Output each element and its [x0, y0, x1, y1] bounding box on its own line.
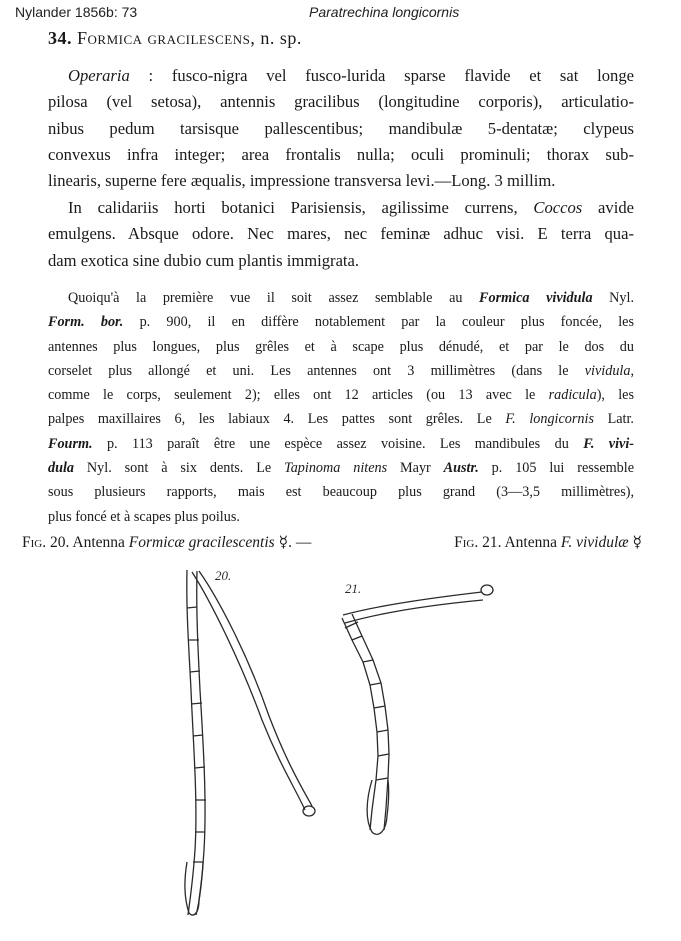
taxon-ref: Tapinoma nitens — [284, 460, 388, 477]
fig20-number: 20. — [215, 568, 232, 583]
taxon-ref: dula — [48, 460, 75, 477]
genus-name: Formica — [77, 28, 143, 48]
latin-line: emulgens. Absque odore. Nec mares, nec feminæ adhuc visi. E terra qua- — [48, 224, 634, 244]
fig21-funiculus — [342, 614, 389, 830]
caption-text: ☿ — [628, 534, 642, 551]
taxon-ref: radicula — [548, 387, 597, 404]
french-text: comme le corps, seulement 2); elles ont 12 articles (ou 13 avec le — [48, 387, 549, 404]
fig-label: Fig. 20. — [22, 534, 70, 551]
latin-line: dam exotica sine dubio cum plantis immigrata. — [48, 250, 360, 270]
french-text: Latr. — [593, 411, 634, 428]
fig20-scape — [192, 571, 312, 810]
taxon-ref: F. vividulæ — [560, 534, 629, 551]
latin-text: nibus — [48, 118, 84, 138]
fig21-scape — [343, 592, 483, 623]
french-text: , — [630, 362, 634, 379]
fig20-antenna — [185, 570, 315, 915]
genus-ref: Coccos — [533, 198, 583, 217]
latin-text: avide — [582, 198, 634, 217]
french-line: antennes plus longues, plus grêles et à scape plus dénudé, et par le dos du — [48, 338, 634, 355]
french-text: p. 113 paraît être une espèce assez voisine. Les mandibules du — [92, 435, 584, 452]
fig20-scape-base — [303, 806, 315, 816]
citation-ref: Form. bor. — [48, 314, 124, 331]
french-line: sous plusieurs rapports, mais est beaucoup plus grand (3—3,5 millimètres), — [48, 484, 634, 501]
taxon-ref: F. longicornis — [505, 411, 594, 428]
french-text: corselet plus allongé et uni. Les antennes ont 3 millimètres (dans le — [48, 362, 585, 379]
french-text: Mayr — [387, 460, 444, 477]
latin-text: (vel setosa), antennis gracilibus (longitudine corporis), articulatio- — [87, 92, 634, 112]
header-species: Paratrechina longicornis — [309, 4, 460, 20]
latin-text: linearis — [48, 171, 97, 191]
citation-ref: Fourm. — [48, 435, 93, 452]
latin-text: infra integer; area frontalis nulla; oculi prominuli; thorax sub- — [110, 144, 634, 164]
french-text: p. 900, il en diffère notablement par la couleur plus foncée, les — [123, 314, 635, 331]
latin-text: In calidariis horti botanici Parisiensis, agilissime currens, — [68, 198, 534, 217]
french-line: plus foncé et à scapes plus poilus. — [48, 508, 240, 525]
latin-text: : fusco-nigra vel fusco-lurida sparse flavide et sat longe — [129, 66, 634, 85]
taxon-ref: Formica vividula — [479, 290, 593, 306]
taxon-ref: F. vivi- — [583, 435, 634, 452]
caste-word: Operaria — [68, 66, 130, 85]
caption-text: Antenna — [69, 534, 129, 551]
french-text: p. 105 lui ressemble — [478, 460, 634, 477]
taxon-ref: Formicæ gracilescentis — [128, 534, 275, 551]
caption-text: Antenna — [501, 534, 561, 551]
french-text: Quoiqu'à la première vue il soit assez semblable au — [68, 290, 480, 306]
species-number: 34. — [48, 28, 72, 48]
fig20-funiculus — [187, 570, 205, 915]
species-name: gracilescens, — [147, 28, 256, 48]
header-citation: Nylander 1856b: 73 — [15, 4, 138, 20]
latin-text: pedum tarsisque pallescentibus; mandibulæ 5-dentatæ; clypeus — [83, 118, 634, 138]
latin-text: pilosa — [48, 92, 88, 112]
fig-label: Fig. 21. — [454, 534, 502, 551]
latin-text: convexus — [48, 144, 111, 164]
taxon-ref: vividula — [584, 362, 631, 379]
french-text: palpes maxillaires 6, les labiaux 4. Les pattes sont grêles. Le — [48, 411, 506, 428]
citation-ref: Austr. — [443, 460, 479, 477]
fig21-scape-base — [481, 585, 493, 595]
caption-text: ☿. — — [274, 534, 312, 551]
french-text: Nyl. — [592, 290, 634, 306]
fig21-number: 21. — [345, 581, 362, 596]
fig21-antenna — [342, 585, 493, 834]
french-text: Nyl. sont à six dents. Le — [74, 460, 285, 477]
latin-text: , superne fere æqualis, impressione transversa levi.—Long. 3 millim. — [96, 171, 556, 191]
new-species-mark: n. sp. — [260, 28, 302, 48]
french-text: ), les — [596, 387, 634, 404]
